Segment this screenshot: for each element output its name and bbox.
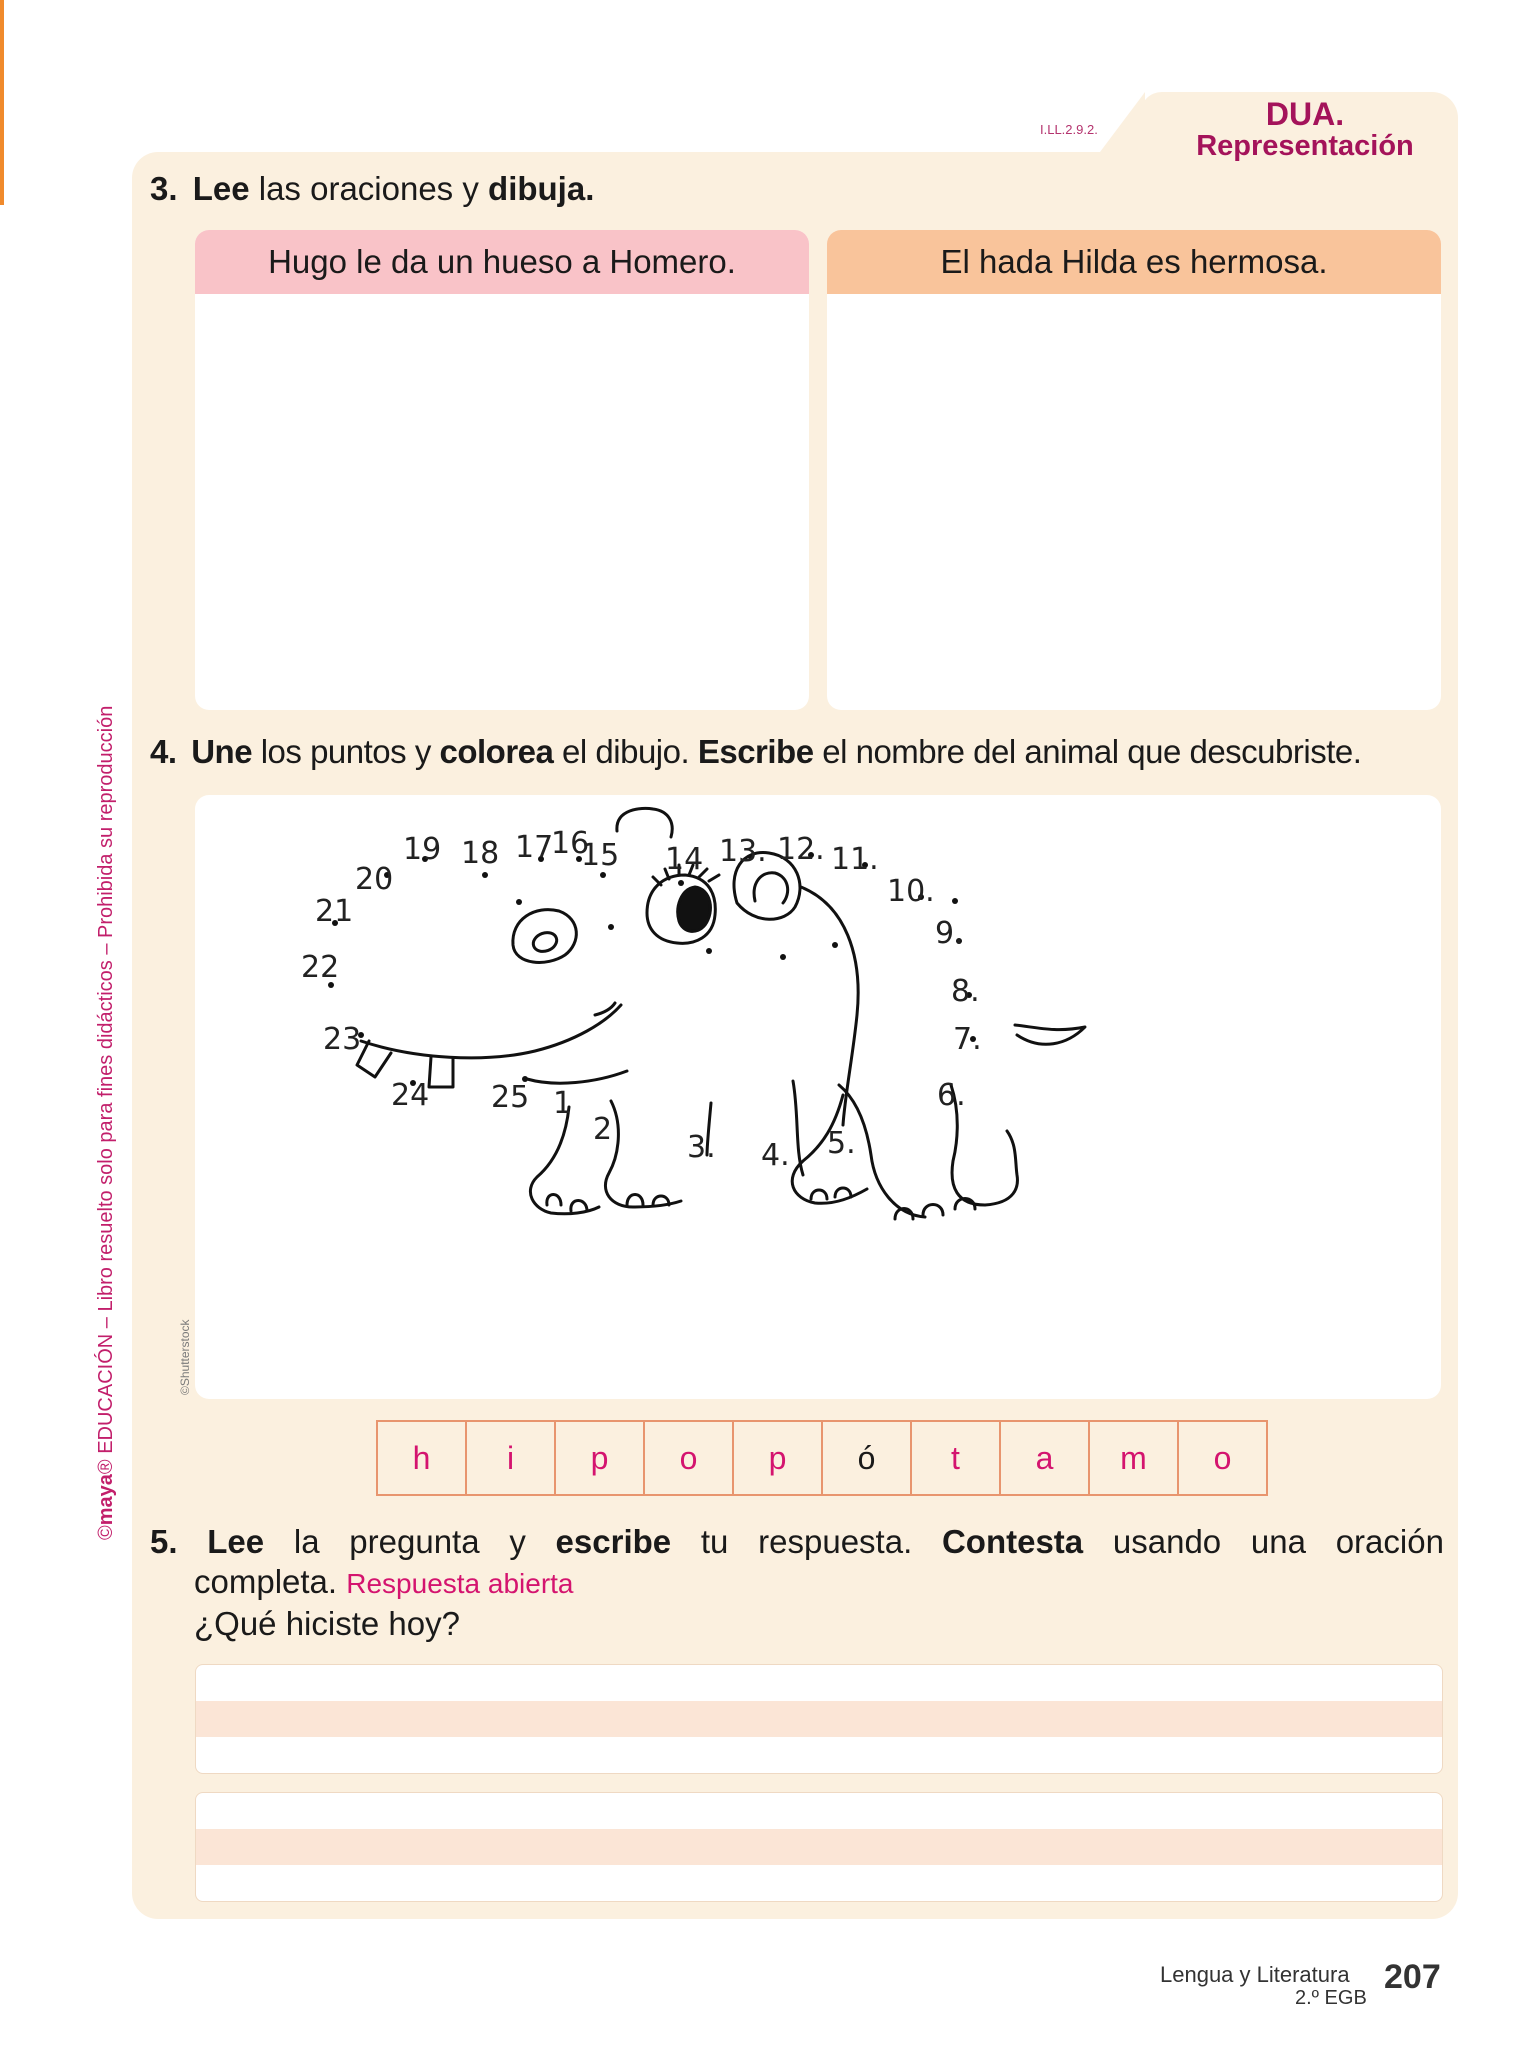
tooth-2 [429,1057,453,1087]
q5-word-lee: Lee [207,1523,265,1560]
q3-instruction [150,170,594,208]
q4-word-colorea: colorea [439,733,554,770]
q5-word-3: pregunta [349,1523,480,1560]
nostril [531,929,560,954]
hippo-dot-to-dot-drawing [195,795,1441,1399]
answer-letter-8[interactable]: a [1001,1422,1090,1494]
tail [1015,1025,1085,1044]
chin-line [527,1071,627,1083]
dot-label-17: 17 [515,830,554,865]
dot-label-20: 20 [355,862,394,897]
answer-letter-4[interactable]: o [645,1422,734,1494]
drawing-box-2[interactable] [827,230,1441,710]
writing-lines-2[interactable] [195,1792,1443,1902]
q5-word-11: oración [1335,1523,1444,1560]
dot-label-6: 6. [937,1078,966,1113]
copyright-text: EDUCACIÓN – Libro resuelto solo para fines didácticos – Prohibida su reproducción [95,705,117,1454]
writing-band [196,1829,1442,1865]
dot-label-18: 18 [461,836,500,871]
dot-label-24: 24 [391,1078,430,1113]
front-toes-left [547,1195,587,1212]
dua-title: DUA. [1265,96,1345,132]
dot-label-16: 16 [551,826,590,861]
answer-letter-3[interactable]: p [556,1422,645,1494]
dot-label-19: 19 [403,832,442,867]
answer-letter-5[interactable]: p [734,1422,823,1494]
ear-inner [754,873,788,903]
dot-label-14: 14 [665,842,704,877]
snout-outline [513,910,576,963]
answer-letter-10[interactable]: o [1213,1440,1232,1476]
q5-word-10: una [1250,1523,1306,1560]
writing-lines-1[interactable] [195,1664,1443,1774]
back-line [801,887,858,1125]
q5-word-escribe: escribe [555,1523,672,1560]
edge-mark [0,0,4,205]
drawing-box-2-label: El hada Hilda es hermosa. [827,230,1441,294]
back-toes-right [895,1199,975,1220]
dot-to-dot-box [195,795,1441,1399]
dot-label-12: 12. [777,832,825,867]
q3-word-lee: Lee [192,170,250,207]
dua-tab-slope [1100,92,1145,152]
q4-text-2: el dibujo. [553,733,698,770]
q4-text-3: el nombre del animal que descubriste. [813,733,1362,770]
front-toes-right [627,1195,669,1206]
q5-word-2: la [293,1523,320,1560]
dot-label-21: 21 [315,894,354,929]
q4-instruction [150,733,1361,771]
q5-instruction [150,1522,1444,1644]
answer-letter-6[interactable]: ó [823,1422,912,1494]
q5-word-9: usando [1112,1523,1222,1560]
q5-line-2 [150,1562,1444,1604]
dot-label-1: 1 [553,1086,573,1121]
front-leg-right [605,1101,681,1207]
q3-text: las oraciones y [249,170,489,207]
dot-label-25: 25 [491,1080,530,1115]
back-toes-left [811,1188,851,1199]
dot-label-15: 15 [581,838,620,873]
dua-subtitle: Representación [1196,130,1414,162]
dot-label-22: 22 [301,950,340,985]
front-leg-left [530,1107,599,1214]
q5-word-6: tu [700,1523,729,1560]
q5-word-7: respuesta. [758,1523,913,1560]
q5-answer-note: Respuesta abierta [346,1568,574,1599]
q4-number: 4. [150,733,177,770]
q5-line-1 [150,1522,1444,1562]
image-credit: ©Shutterstock [178,1319,192,1395]
dot-label-8: 8. [951,974,980,1009]
dot-label-23: 23 [323,1022,362,1057]
indicator-code: I.LL.2.9.2. [1040,122,1098,137]
dot-label-9: 9. [935,916,964,951]
brand-name: maya [95,1474,117,1526]
dot-label-5: 5. [827,1126,856,1161]
drawing-box-1[interactable] [195,230,809,710]
mouth-line [361,1005,621,1058]
page-number: 207 [1384,1958,1441,1996]
dot-label-10: 10. [887,874,935,909]
q5-text-completa: completa. [194,1563,338,1600]
dot-label-7: 7. [953,1022,982,1057]
answer-letter-1[interactable]: h [378,1422,467,1494]
q3-word-dibuja: dibuja. [488,170,595,207]
dot-label-11: 11. [831,842,879,877]
copyright-sidebar: ©maya® EDUCACIÓN – Libro resuelto solo para fines didácticos – Prohibida su reproducción [95,705,117,1540]
footer-grade: 2.º EGB [1295,1987,1367,2009]
writing-band [196,1701,1442,1737]
answer-letter-7[interactable]: t [912,1422,1001,1494]
dot-label-4: 4. [761,1138,790,1173]
footer-subject: Lengua y Literatura [1160,1962,1350,1987]
hair-tuft-line [617,808,672,837]
drawing-box-1-label: Hugo le da un hueso a Homero. [195,230,809,294]
q5-question: ¿Qué hiciste hoy? [194,1605,460,1642]
answer-letter-9[interactable]: m [1090,1422,1179,1494]
q4-text-1: los puntos y [252,733,440,770]
answer-letter-grid [376,1420,1268,1496]
q5-number: 5. [150,1523,178,1560]
dot-label-3: 3. [687,1130,716,1165]
answer-letter-2[interactable]: i [467,1422,556,1494]
q4-word-escribe: Escribe [697,733,814,770]
q3-number: 3. [150,170,178,207]
q4-word-une: Une [191,733,253,770]
dot-label-2: 2 [593,1112,613,1147]
q5-word-contesta: Contesta [941,1523,1084,1560]
q5-word-4: y [509,1523,526,1560]
dot-label-13: 13. [719,834,767,869]
eye-pupil [678,887,711,931]
